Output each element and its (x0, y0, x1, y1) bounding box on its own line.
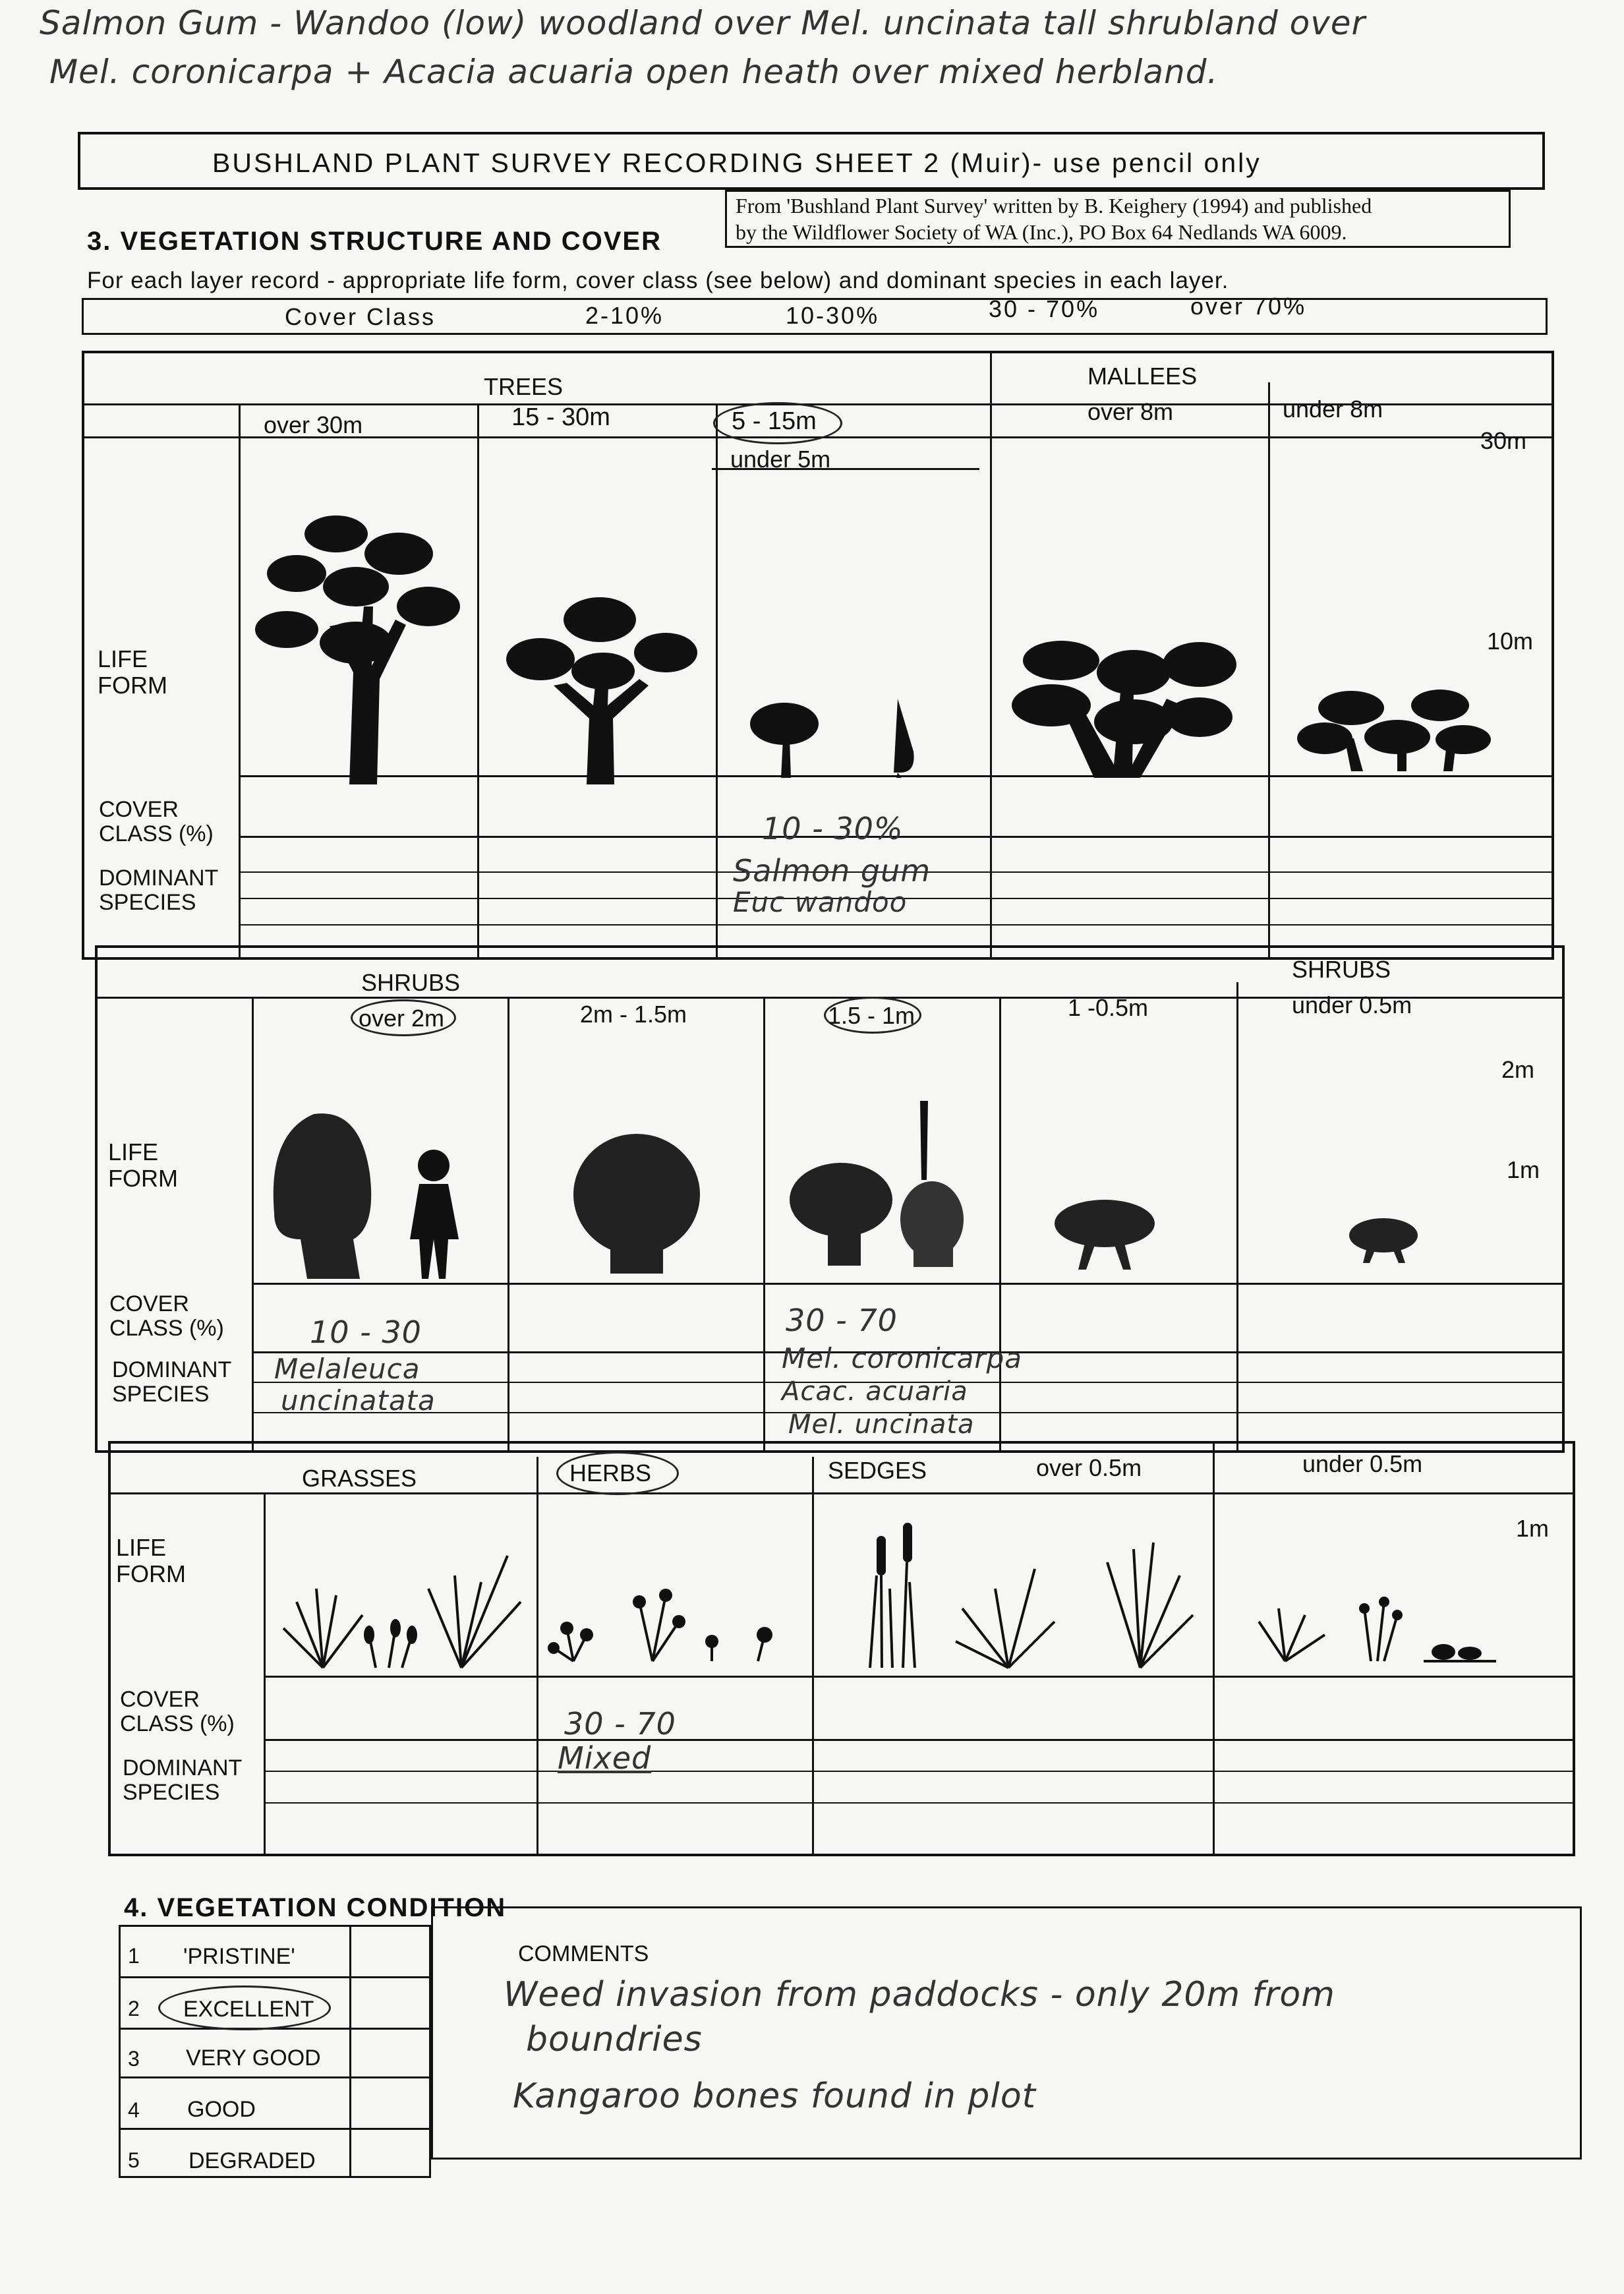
trees-cover-label: COVER CLASS (%) (99, 797, 214, 847)
small-tree-icons (745, 699, 916, 778)
handwritten-description-line-2: Mel. coronicarpa + Acacia acuaria open heath over mixed herbland. (49, 53, 1219, 91)
shrubs-col-over2m: over 2m (359, 1005, 445, 1032)
comment-line-2: boundries (526, 2020, 703, 2059)
herbs-cover-value: 30 - 70 (564, 1706, 676, 1742)
shrubs-1.5-1m-cover: 30 - 70 (786, 1303, 898, 1338)
trees-group-header: TREES (484, 373, 564, 400)
condition-pristine: 'PRISTINE' (183, 1944, 295, 1969)
shrubs-col-under0.5m: under 0.5m (1292, 991, 1412, 1018)
tall-tree-icon (250, 508, 468, 784)
ground-col-herbs: HERBS (569, 1459, 652, 1486)
shrubs-dominant-label: DOMINANT SPECIES (112, 1357, 232, 1407)
condition-good: GOOD (187, 2097, 256, 2122)
credit-line-2: by the Wildflower Society of WA (Inc.), PO Box 64 Nedlands WA 6009. (736, 220, 1347, 244)
comments-label: COMMENTS (518, 1941, 649, 1966)
medium-tree-icon (501, 593, 705, 784)
trees-col-under5m: under 5m (730, 446, 831, 473)
condition-excellent: EXCELLENT (183, 1997, 314, 2022)
trees-cover-value: 10 - 30% (762, 811, 904, 846)
section3-title: 3. VEGETATION STRUCTURE AND COVER (87, 227, 662, 256)
shrubs-over2m-species-2: uncinatata (281, 1384, 436, 1417)
ground-col-over0.5m: over 0.5m (1036, 1454, 1142, 1481)
low-sedge-herb-icons (1246, 1582, 1509, 1661)
comment-line-1: Weed invasion from paddocks - only 20m from (504, 1975, 1335, 2015)
tiny-shrub-icon (1347, 1217, 1420, 1263)
sedge-icons (863, 1510, 1206, 1668)
height-marker-10m: 10m (1487, 628, 1534, 655)
herbs-species-value: Mixed (558, 1740, 652, 1776)
shrubs-col-1-0.5m: 1 -0.5m (1068, 994, 1149, 1021)
condition-very-good: VERY GOOD (186, 2045, 321, 2071)
trees-col-5-15m: 5 - 15m (732, 407, 817, 435)
mallees-col-under8m: under 8m (1283, 396, 1383, 423)
shrubs-life-label: LIFE FORM (108, 1138, 178, 1192)
shrubs-group-header-right: SHRUBS (1292, 956, 1391, 983)
handwritten-description-line-1: Salmon Gum - Wandoo (low) woodland over Mel. uncinata tall shrubland over (40, 4, 1366, 42)
tall-mallee-icon (1022, 633, 1239, 778)
cover-class-label: Cover Class (285, 303, 436, 330)
cover-class-2: 10-30% (786, 302, 880, 329)
ground-life-label: LIFE FORM (116, 1534, 186, 1587)
low-shrub-and-grass-tree-icon (788, 1101, 979, 1272)
condition-num-4: 4 (128, 2098, 140, 2122)
low-mallee-icon (1298, 686, 1490, 771)
shrubs-1.5-1m-species-1: Mel. coronicarpa (782, 1342, 1022, 1374)
ground-col-under0.5m: under 0.5m (1302, 1450, 1423, 1477)
ground-dominant-label: DOMINANT SPECIES (123, 1755, 243, 1806)
tall-shrub-with-person-icon (261, 1107, 472, 1279)
cover-class-4: over 70% (1190, 293, 1307, 320)
cover-class-3: 30 - 70% (989, 295, 1100, 322)
condition-num-3: 3 (128, 2047, 140, 2071)
trees-life-label: LIFE FORM (98, 645, 167, 699)
condition-num-1: 1 (128, 1944, 140, 1968)
condition-degraded: DEGRADED (188, 2148, 316, 2173)
credit-line-1: From 'Bushland Plant Survey' written by B. Keighery (1994) and published (736, 194, 1372, 218)
height-marker-2m: 2m (1501, 1056, 1535, 1083)
mallees-col-over8m: over 8m (1088, 398, 1174, 425)
section4-title: 4. VEGETATION CONDITION (124, 1893, 507, 1922)
trees-species-2: Euc wandoo (733, 886, 908, 918)
ground-col-sedges: SEDGES (828, 1457, 927, 1484)
shrubs-1.5-1m-species-2: Acac. acuaria (782, 1376, 968, 1407)
section3-instruction: For each layer record - appropriate life form, cover class (see below) and dominant species in each layer. (87, 268, 1229, 293)
trees-col-over30m: over 30m (264, 411, 363, 438)
shrubs-1.5-1m-species-3: Mel. uncinata (788, 1409, 975, 1440)
shrubs-over2m-species-1: Melaleuca (274, 1353, 420, 1385)
shrubs-group-header-left: SHRUBS (361, 969, 461, 996)
height-marker-1m: 1m (1507, 1156, 1540, 1183)
shrubs-cover-label: COVER CLASS (%) (109, 1291, 224, 1341)
height-marker-ground-1m: 1m (1516, 1515, 1550, 1542)
herb-icons (547, 1575, 811, 1668)
condition-num-2: 2 (128, 1997, 140, 2020)
height-marker-30m: 30m (1480, 427, 1527, 454)
ground-cover-label: COVER CLASS (%) (120, 1687, 235, 1737)
shrubs-over2m-cover: 10 - 30 (310, 1314, 422, 1350)
trees-dominant-label: DOMINANT SPECIES (99, 866, 219, 916)
trees-species-1: Salmon gum (733, 853, 931, 889)
medium-shrub-icon (571, 1129, 703, 1274)
cover-class-1: 2-10% (585, 302, 664, 329)
trees-col-15-30m: 15 - 30m (511, 403, 610, 431)
sheet-title: BUSHLAND PLANT SURVEY RECORDING SHEET 2 (Muir)- use pencil only (212, 148, 1262, 178)
condition-num-5: 5 (128, 2148, 140, 2172)
small-shrub-icon (1052, 1197, 1157, 1270)
grass-icons (270, 1549, 534, 1674)
mallees-group-header: MALLEES (1088, 363, 1198, 390)
ground-col-grasses: GRASSES (302, 1465, 417, 1492)
comment-line-3: Kangaroo bones found in plot (513, 2076, 1037, 2116)
shrubs-col-1.5-1m: 1.5 - 1m (828, 1002, 915, 1029)
shrubs-col-2-1.5m: 2m - 1.5m (580, 1001, 687, 1028)
